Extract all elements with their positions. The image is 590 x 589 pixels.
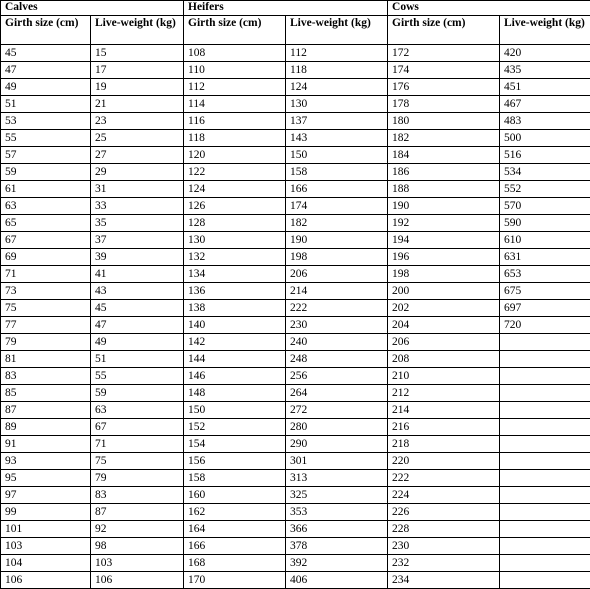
cell-cows-girth: 196 xyxy=(388,249,500,266)
cell-calves-weight: 71 xyxy=(91,436,184,453)
cell-cows-girth: 210 xyxy=(388,368,500,385)
table-row xyxy=(1,130,590,147)
cell-calves-weight: 17 xyxy=(91,62,184,79)
cell-heifers-girth: 168 xyxy=(184,555,286,572)
cell-calves-weight: 63 xyxy=(91,402,184,419)
table-row xyxy=(1,504,590,521)
cell-cows-weight: 675 xyxy=(500,283,590,300)
cell-calves-weight: 23 xyxy=(91,113,184,130)
cell-cows-weight: 697 xyxy=(500,300,590,317)
cell-heifers-weight: 198 xyxy=(286,249,388,266)
cell-heifers-weight: 392 xyxy=(286,555,388,572)
cell-calves-weight: 51 xyxy=(91,351,184,368)
column-header-calves-girth: Girth size (cm) xyxy=(1,16,91,45)
cell-heifers-weight: 166 xyxy=(286,181,388,198)
cell-heifers-girth: 170 xyxy=(184,572,286,589)
table-row xyxy=(1,249,590,266)
table-row xyxy=(1,62,590,79)
cell-calves-weight: 92 xyxy=(91,521,184,538)
table-row xyxy=(1,419,590,436)
cell-heifers-girth: 138 xyxy=(184,300,286,317)
cell-cows-weight xyxy=(500,419,590,436)
group-header-row xyxy=(1,1,590,16)
group-header-cows: Cows xyxy=(388,1,590,16)
cell-cows-weight xyxy=(500,402,590,419)
cell-heifers-weight: 158 xyxy=(286,164,388,181)
cell-heifers-weight: 280 xyxy=(286,419,388,436)
cell-calves-weight: 87 xyxy=(91,504,184,521)
cell-heifers-weight: 174 xyxy=(286,198,388,215)
cell-cows-weight xyxy=(500,453,590,470)
cell-cows-weight xyxy=(500,504,590,521)
cell-cows-girth: 186 xyxy=(388,164,500,181)
cell-cows-girth: 208 xyxy=(388,351,500,368)
cell-cows-girth: 200 xyxy=(388,283,500,300)
cell-cows-girth: 216 xyxy=(388,419,500,436)
cell-cows-weight xyxy=(500,385,590,402)
cell-heifers-weight: 256 xyxy=(286,368,388,385)
cell-heifers-girth: 152 xyxy=(184,419,286,436)
cell-heifers-weight: 182 xyxy=(286,215,388,232)
cell-cows-weight xyxy=(500,436,590,453)
cell-calves-weight: 75 xyxy=(91,453,184,470)
cell-cows-weight: 500 xyxy=(500,130,590,147)
cell-calves-girth: 49 xyxy=(1,79,91,96)
cell-calves-weight: 59 xyxy=(91,385,184,402)
cell-cows-girth: 184 xyxy=(388,147,500,164)
cell-calves-weight: 83 xyxy=(91,487,184,504)
group-header-calves: Calves xyxy=(1,1,184,16)
cell-heifers-weight: 190 xyxy=(286,232,388,249)
table-row xyxy=(1,487,590,504)
cell-calves-weight: 67 xyxy=(91,419,184,436)
table-row xyxy=(1,283,590,300)
cell-heifers-girth: 144 xyxy=(184,351,286,368)
cell-cows-weight: 570 xyxy=(500,198,590,215)
cell-cows-weight: 590 xyxy=(500,215,590,232)
cell-cows-weight: 720 xyxy=(500,317,590,334)
cell-heifers-girth: 160 xyxy=(184,487,286,504)
cell-cows-girth: 194 xyxy=(388,232,500,249)
cell-heifers-weight: 264 xyxy=(286,385,388,402)
cell-heifers-girth: 114 xyxy=(184,96,286,113)
cell-cows-weight: 534 xyxy=(500,164,590,181)
cell-heifers-weight: 406 xyxy=(286,572,388,589)
cell-cows-girth: 190 xyxy=(388,198,500,215)
cell-cows-weight: 516 xyxy=(500,147,590,164)
cell-cows-girth: 176 xyxy=(388,79,500,96)
cell-calves-weight: 19 xyxy=(91,79,184,96)
column-header-calves-weight: Live-weight (kg) xyxy=(91,16,184,45)
cell-cows-girth: 222 xyxy=(388,470,500,487)
cell-calves-girth: 93 xyxy=(1,453,91,470)
cell-calves-weight: 39 xyxy=(91,249,184,266)
cell-calves-girth: 73 xyxy=(1,283,91,300)
cell-heifers-weight: 353 xyxy=(286,504,388,521)
cell-calves-girth: 61 xyxy=(1,181,91,198)
cell-cows-girth: 180 xyxy=(388,113,500,130)
cell-cows-weight: 631 xyxy=(500,249,590,266)
table-row xyxy=(1,368,590,385)
cell-heifers-girth: 110 xyxy=(184,62,286,79)
table-row xyxy=(1,215,590,232)
cell-calves-weight: 79 xyxy=(91,470,184,487)
cell-cows-weight: 552 xyxy=(500,181,590,198)
cell-heifers-girth: 154 xyxy=(184,436,286,453)
table-body xyxy=(1,45,590,589)
cell-calves-weight: 35 xyxy=(91,215,184,232)
cell-cows-weight xyxy=(500,521,590,538)
cell-heifers-weight: 240 xyxy=(286,334,388,351)
table-row xyxy=(1,181,590,198)
cell-calves-weight: 31 xyxy=(91,181,184,198)
cell-heifers-weight: 206 xyxy=(286,266,388,283)
table-row xyxy=(1,113,590,130)
cell-calves-girth: 47 xyxy=(1,62,91,79)
cell-calves-girth: 67 xyxy=(1,232,91,249)
cell-cows-girth: 202 xyxy=(388,300,500,317)
cell-calves-weight: 55 xyxy=(91,368,184,385)
cell-cows-girth: 232 xyxy=(388,555,500,572)
cell-cows-girth: 226 xyxy=(388,504,500,521)
cell-cows-girth: 192 xyxy=(388,215,500,232)
cell-cows-weight xyxy=(500,334,590,351)
cell-calves-girth: 65 xyxy=(1,215,91,232)
cell-heifers-girth: 158 xyxy=(184,470,286,487)
cell-calves-weight: 49 xyxy=(91,334,184,351)
cell-cows-girth: 214 xyxy=(388,402,500,419)
cell-heifers-weight: 222 xyxy=(286,300,388,317)
cell-cows-girth: 206 xyxy=(388,334,500,351)
table-row xyxy=(1,300,590,317)
cell-calves-weight: 37 xyxy=(91,232,184,249)
table-row xyxy=(1,470,590,487)
cell-calves-girth: 53 xyxy=(1,113,91,130)
cell-calves-girth: 51 xyxy=(1,96,91,113)
cell-cows-weight xyxy=(500,470,590,487)
table-row xyxy=(1,538,590,555)
cell-cows-girth: 234 xyxy=(388,572,500,589)
cell-cows-girth: 182 xyxy=(388,130,500,147)
cell-heifers-girth: 162 xyxy=(184,504,286,521)
column-header-row xyxy=(1,16,590,45)
cell-cows-girth: 188 xyxy=(388,181,500,198)
cell-cows-weight xyxy=(500,351,590,368)
cell-heifers-weight: 124 xyxy=(286,79,388,96)
cell-cows-weight: 653 xyxy=(500,266,590,283)
cell-calves-girth: 87 xyxy=(1,402,91,419)
cell-cows-girth: 172 xyxy=(388,45,500,62)
cell-heifers-girth: 140 xyxy=(184,317,286,334)
table-row xyxy=(1,232,590,249)
cell-heifers-weight: 366 xyxy=(286,521,388,538)
table-row xyxy=(1,317,590,334)
table-row xyxy=(1,402,590,419)
cell-cows-weight xyxy=(500,538,590,555)
cell-heifers-girth: 122 xyxy=(184,164,286,181)
cell-cows-girth: 218 xyxy=(388,436,500,453)
cell-heifers-girth: 146 xyxy=(184,368,286,385)
cell-cows-weight xyxy=(500,555,590,572)
table-row xyxy=(1,436,590,453)
cell-cows-weight xyxy=(500,487,590,504)
cell-calves-girth: 69 xyxy=(1,249,91,266)
cell-heifers-weight: 248 xyxy=(286,351,388,368)
cell-calves-weight: 15 xyxy=(91,45,184,62)
cell-heifers-weight: 137 xyxy=(286,113,388,130)
cell-calves-weight: 25 xyxy=(91,130,184,147)
cell-calves-girth: 103 xyxy=(1,538,91,555)
cell-calves-girth: 104 xyxy=(1,555,91,572)
cell-heifers-girth: 136 xyxy=(184,283,286,300)
cell-cows-girth: 220 xyxy=(388,453,500,470)
cell-calves-weight: 33 xyxy=(91,198,184,215)
cell-calves-girth: 91 xyxy=(1,436,91,453)
table-row xyxy=(1,572,590,589)
cell-calves-girth: 75 xyxy=(1,300,91,317)
cell-calves-weight: 47 xyxy=(91,317,184,334)
cell-heifers-girth: 126 xyxy=(184,198,286,215)
cell-cows-girth: 230 xyxy=(388,538,500,555)
cell-cows-weight: 420 xyxy=(500,45,590,62)
column-header-heifers-weight: Live-weight (kg) xyxy=(286,16,388,45)
cell-heifers-girth: 112 xyxy=(184,79,286,96)
cell-calves-girth: 79 xyxy=(1,334,91,351)
cell-heifers-girth: 166 xyxy=(184,538,286,555)
cell-calves-girth: 55 xyxy=(1,130,91,147)
table-row xyxy=(1,351,590,368)
table-row xyxy=(1,147,590,164)
cell-cows-weight: 435 xyxy=(500,62,590,79)
cell-heifers-weight: 313 xyxy=(286,470,388,487)
group-header-heifers: Heifers xyxy=(184,1,388,16)
cell-calves-weight: 98 xyxy=(91,538,184,555)
cell-heifers-girth: 164 xyxy=(184,521,286,538)
table-row xyxy=(1,521,590,538)
cell-heifers-girth: 156 xyxy=(184,453,286,470)
cell-calves-girth: 81 xyxy=(1,351,91,368)
cell-calves-weight: 29 xyxy=(91,164,184,181)
table-row xyxy=(1,385,590,402)
cell-heifers-weight: 143 xyxy=(286,130,388,147)
cell-calves-weight: 106 xyxy=(91,572,184,589)
cell-heifers-girth: 148 xyxy=(184,385,286,402)
cell-heifers-weight: 230 xyxy=(286,317,388,334)
cell-calves-weight: 27 xyxy=(91,147,184,164)
cell-heifers-weight: 272 xyxy=(286,402,388,419)
cell-calves-weight: 103 xyxy=(91,555,184,572)
cell-heifers-girth: 120 xyxy=(184,147,286,164)
cell-calves-weight: 41 xyxy=(91,266,184,283)
cell-calves-girth: 45 xyxy=(1,45,91,62)
cell-heifers-girth: 130 xyxy=(184,232,286,249)
cell-calves-girth: 85 xyxy=(1,385,91,402)
cell-cows-girth: 228 xyxy=(388,521,500,538)
cell-cows-girth: 212 xyxy=(388,385,500,402)
cell-calves-girth: 71 xyxy=(1,266,91,283)
cell-cows-girth: 178 xyxy=(388,96,500,113)
cell-calves-girth: 57 xyxy=(1,147,91,164)
cell-calves-girth: 63 xyxy=(1,198,91,215)
cell-calves-girth: 95 xyxy=(1,470,91,487)
cell-heifers-weight: 214 xyxy=(286,283,388,300)
table-row xyxy=(1,96,590,113)
cell-cows-girth: 198 xyxy=(388,266,500,283)
cell-heifers-girth: 124 xyxy=(184,181,286,198)
cell-heifers-girth: 108 xyxy=(184,45,286,62)
cell-heifers-weight: 290 xyxy=(286,436,388,453)
table-row xyxy=(1,45,590,62)
cell-heifers-weight: 325 xyxy=(286,487,388,504)
cell-cows-weight: 451 xyxy=(500,79,590,96)
cell-heifers-weight: 150 xyxy=(286,147,388,164)
cell-heifers-weight: 301 xyxy=(286,453,388,470)
cell-heifers-girth: 132 xyxy=(184,249,286,266)
cell-heifers-girth: 134 xyxy=(184,266,286,283)
cell-heifers-girth: 128 xyxy=(184,215,286,232)
table-row xyxy=(1,334,590,351)
cell-heifers-girth: 150 xyxy=(184,402,286,419)
cell-calves-girth: 83 xyxy=(1,368,91,385)
cell-calves-girth: 89 xyxy=(1,419,91,436)
cell-cows-girth: 204 xyxy=(388,317,500,334)
cell-cows-weight: 610 xyxy=(500,232,590,249)
cell-cows-weight xyxy=(500,572,590,589)
cell-cows-weight: 483 xyxy=(500,113,590,130)
cell-calves-girth: 77 xyxy=(1,317,91,334)
cell-cows-weight: 467 xyxy=(500,96,590,113)
table-row xyxy=(1,453,590,470)
cell-heifers-weight: 118 xyxy=(286,62,388,79)
cell-calves-weight: 43 xyxy=(91,283,184,300)
table-row xyxy=(1,198,590,215)
table-row xyxy=(1,555,590,572)
table-row xyxy=(1,164,590,181)
column-header-heifers-girth: Girth size (cm) xyxy=(184,16,286,45)
cell-heifers-girth: 118 xyxy=(184,130,286,147)
cell-heifers-girth: 116 xyxy=(184,113,286,130)
cell-calves-weight: 45 xyxy=(91,300,184,317)
table-row xyxy=(1,266,590,283)
cell-heifers-weight: 130 xyxy=(286,96,388,113)
cell-heifers-girth: 142 xyxy=(184,334,286,351)
table-row xyxy=(1,79,590,96)
cell-cows-weight xyxy=(500,368,590,385)
cell-cows-girth: 174 xyxy=(388,62,500,79)
cell-calves-girth: 59 xyxy=(1,164,91,181)
column-header-cows-weight: Live-weight (kg) xyxy=(500,16,590,45)
cell-heifers-weight: 378 xyxy=(286,538,388,555)
cell-calves-weight: 21 xyxy=(91,96,184,113)
cell-cows-girth: 224 xyxy=(388,487,500,504)
column-header-cows-girth: Girth size (cm) xyxy=(388,16,500,45)
cell-heifers-weight: 112 xyxy=(286,45,388,62)
cell-calves-girth: 97 xyxy=(1,487,91,504)
cell-calves-girth: 106 xyxy=(1,572,91,589)
cell-calves-girth: 101 xyxy=(1,521,91,538)
cell-calves-girth: 99 xyxy=(1,504,91,521)
